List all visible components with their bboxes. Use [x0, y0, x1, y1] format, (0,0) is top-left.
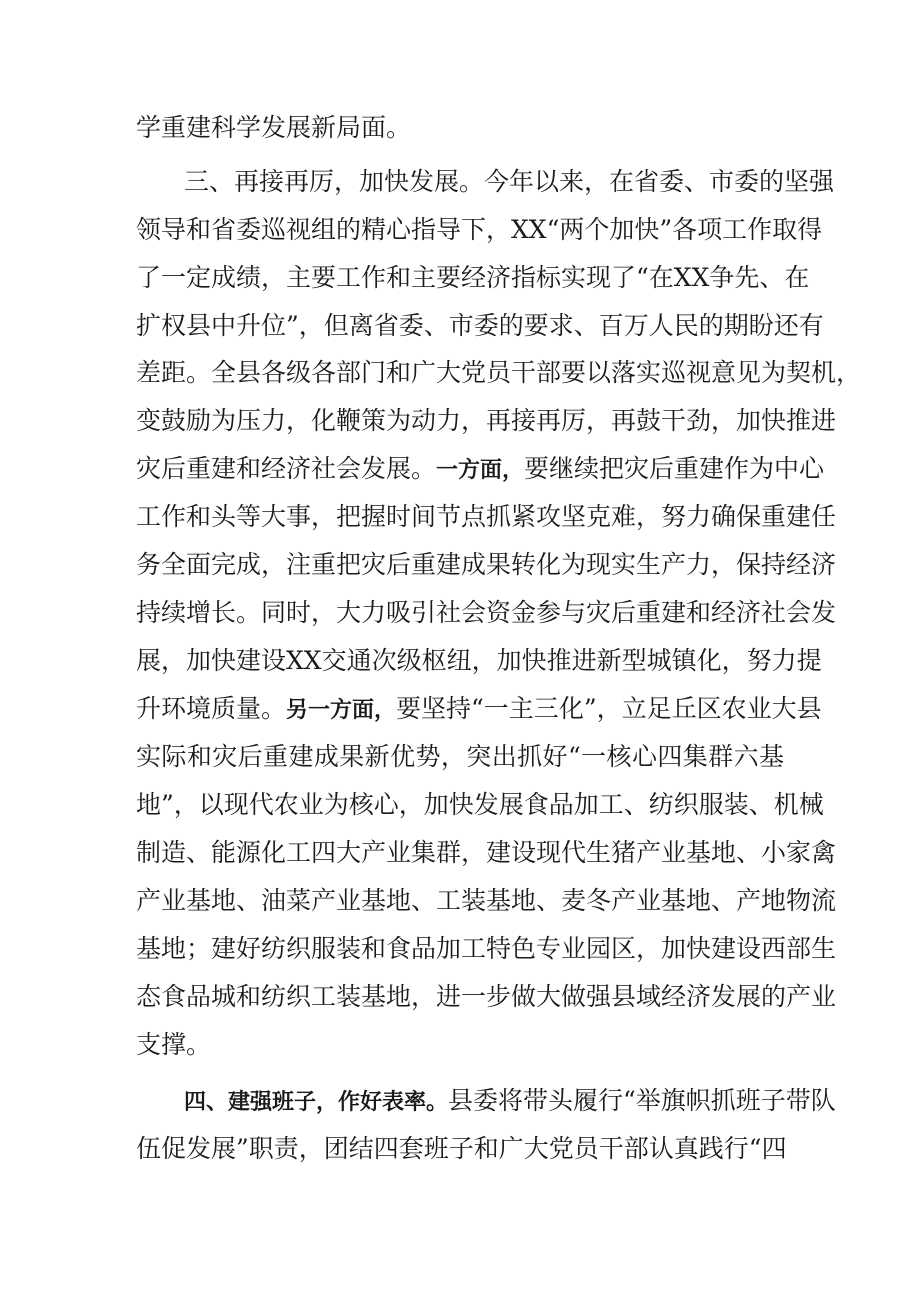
text-run: 工作和头等大事，把握时间节点抓紧攻坚克难，努力确保重建任: [136, 502, 837, 531]
section-3-line: [136, 881, 837, 921]
section-3-line: [136, 401, 837, 441]
text-run: 灾后重建和经济社会发展。: [136, 454, 437, 483]
section-3-heading-line: [184, 162, 835, 202]
text-run: 实际和灾后重建成果新优势，突出抓好“一核心四集群六基: [136, 742, 784, 771]
text-run: 伍促发展”职责，团结四套班子和广大党员干部认真践行“四: [136, 1134, 787, 1163]
text-run: 地”，以现代农业为核心，加快发展食品加工、纺织服装、机械: [136, 790, 824, 819]
section-4-heading-line: [184, 1081, 836, 1121]
text-run: 展，加快建设XX交通次级枢纽，加快推进新型城镇化，努力提: [136, 646, 822, 675]
section-3-line: [136, 929, 837, 969]
text-run: 扩权县中升位”，但离省委、市委的要求、百万人民的期盼还有: [136, 311, 824, 340]
text-run: 务全面完成，注重把灾后重建成果转化为现实生产力，保持经济: [136, 550, 837, 579]
section-3-line: [136, 210, 823, 250]
section-3-line: [136, 641, 822, 681]
text-run: 县委将带头履行“举旗帜抓班子带队: [448, 1086, 836, 1115]
section-3-line: [136, 306, 824, 346]
section-3-line: [136, 785, 824, 825]
section-3-line: [136, 449, 825, 489]
section-4-line: [136, 1129, 787, 1169]
section-3-line: [136, 545, 837, 585]
text-run: 持续增长。同时，大力吸引社会资金参与灾后重建和经济社会发: [136, 598, 837, 627]
text-run: 态食品城和纺织工装基地，进一步做大做强县域经济发展的产业: [136, 982, 837, 1011]
section-3-line: [136, 689, 822, 729]
text-run: 要坚持“一主三化”，立足丘区农业大县: [396, 694, 822, 723]
bold-text-run: 一方面，: [436, 458, 525, 483]
section-3-line-end: [136, 1025, 784, 1065]
bold-text-run: 四、建强班子，作好表率。: [184, 1090, 449, 1115]
text-run: 升环境质量。: [136, 694, 287, 723]
section-3-line: [136, 593, 837, 633]
paragraph-2-line-end: [136, 108, 784, 148]
text-run: 三、再接再厉，加快发展。今年以来，在省委、市委的坚强: [184, 167, 835, 196]
text-run: 领导和省委巡视组的精心指导下，XX“两个加快”各项工作取得: [136, 215, 823, 244]
text-run: 变鼓励为压力，化鞭策为动力，再接再厉，再鼓干劲，加快推进: [136, 406, 837, 435]
section-3-line: [136, 977, 837, 1017]
text-run: 差距。全县各级各部门和广大党员干部要以落实巡视意见为契机，: [136, 358, 862, 387]
section-3-line: [136, 497, 837, 537]
text-run: 制造、能源化工四大产业集群，建设现代生猪产业基地、小家禽: [136, 838, 837, 867]
text-run: 要继续把灾后重建作为中心: [524, 454, 825, 483]
text-run: 学重建科学发展新局面。: [136, 113, 412, 142]
section-3-line: [136, 258, 810, 298]
section-3-line: [136, 353, 862, 393]
bold-text-run: 另一方面，: [286, 698, 397, 723]
text-run: 支撑。: [136, 1030, 212, 1059]
section-3-line: [136, 737, 784, 777]
text-run: 产业基地、油菜产业基地、工装基地、麦冬产业基地、产地物流: [136, 886, 837, 915]
text-run: 了一定成绩，主要工作和主要经济指标实现了“在XX争先、在: [136, 263, 810, 292]
section-3-line: [136, 833, 837, 873]
text-run: 基地；建好纺织服装和食品加工特色专业园区，加快建设西部生: [136, 934, 837, 963]
